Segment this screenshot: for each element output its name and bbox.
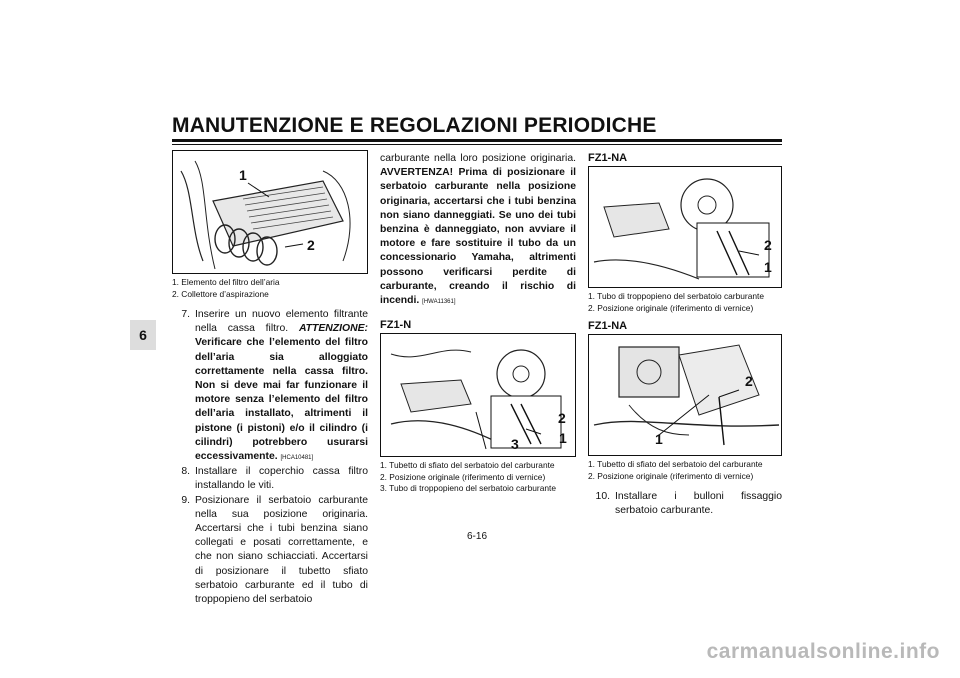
- caption-item: 2. Posizione originale (riferimento di vernice): [380, 471, 546, 482]
- callout-1: 1: [655, 431, 663, 447]
- chapter-tab: 6: [130, 320, 156, 350]
- figure-caption: [172, 277, 368, 300]
- header-rule-thin: [172, 144, 782, 145]
- step-9: [172, 494, 368, 608]
- step-body: [195, 308, 368, 465]
- steps-list: [172, 308, 368, 607]
- reference-code: [HCA10481]: [280, 455, 314, 462]
- air-filter-figure: [172, 150, 368, 274]
- attention-text: Verificare che l’elemento del filtro dell’aria sia alloggiato correttamente nella cassa filtro. Non si deve mai far funzionare il motore senza l’elemento del filtro dell’aria installato, altrimenti il pistone (i pistoni) e/o il cilindro (i cilindri) potrebbero usurarsi eccessivamente.: [195, 337, 368, 463]
- step-number: 7.: [181, 309, 190, 320]
- warning-label: AVVERTENZA!: [380, 167, 454, 179]
- caption-item: 2. Posizione originale (riferimento di vernice): [588, 470, 754, 481]
- breather-hose-illustration: [589, 335, 781, 455]
- column-2: [380, 150, 576, 495]
- column-1: [172, 150, 368, 607]
- column-3: [588, 150, 782, 518]
- callout-2: 2: [764, 237, 772, 253]
- caption-item: 3. Tubo di troppopieno del serbatoio carburante: [380, 483, 556, 494]
- fz1na-figure-1: [588, 166, 782, 288]
- model-heading: FZ1-N: [380, 319, 412, 332]
- header-rule: [172, 139, 782, 142]
- fz1n-figure: [380, 333, 576, 457]
- callout-1: 1: [239, 167, 247, 183]
- watermark-text: carmanualsonline.info: [706, 640, 940, 663]
- fuel-tank-hoses-illustration: [381, 334, 575, 456]
- overflow-hose-illustration: [589, 167, 781, 287]
- continuation-text: carburante nella loro posizione originaria.: [380, 153, 576, 164]
- callout-1: 1: [559, 430, 567, 447]
- step-number: 10.: [595, 491, 610, 502]
- callout-3: 3: [511, 436, 519, 453]
- step-text: Inserire un nuovo elemento filtrante nella cassa filtro.: [195, 309, 368, 335]
- callout-2: 2: [745, 373, 753, 389]
- caption-item: 1. Tubetto di sfiato del serbatoio del carburante: [588, 459, 763, 469]
- step-10: [588, 490, 782, 518]
- callout-2: 2: [307, 237, 315, 253]
- step-text: Installare i bulloni fissaggio serbatoio carburante.: [615, 491, 782, 517]
- step-text: Installare il coperchio cassa filtro installando le viti.: [195, 466, 368, 492]
- step-7: [172, 308, 368, 465]
- figure-caption: [380, 460, 576, 495]
- step-number: 9.: [181, 494, 190, 506]
- step-8: [172, 465, 368, 493]
- figure-caption: [588, 291, 782, 314]
- air-filter-illustration: [173, 151, 367, 273]
- step-text: Posizionare il serbatoio carburante nella sua posizione originaria. Accertarsi che i tubi benzina siano collegati e posati correttamente, e che non siano schiacciati. Accertarsi di posizionare il tubetto sfiato serbatoio carburante ed il tubo di troppopieno del serbatoio: [195, 494, 368, 606]
- page-title: MANUTENZIONE E REGOLAZIONI PERIODICHE: [172, 114, 657, 137]
- page-number: 6-16: [467, 531, 488, 542]
- reference-code: [HWA11361]: [422, 299, 456, 306]
- figure-caption: [588, 459, 782, 482]
- callout-1: 1: [764, 259, 772, 275]
- warning-text: Prima di posizionare il serbatoio carburante nella posizione originaria, accertarsi che i tubi benzina non siano danneggiati. Se uno dei tubi benzina è danneggiato, non avviare il motore e fare sostituire il tubo da un concessionario Yamaha, altrimenti possono verificarsi perdite di carburante, creando il rischio di incendi.: [380, 167, 576, 307]
- caption-item: 1. Elemento del filtro dell’aria: [172, 277, 280, 287]
- caption-item: 2. Posizione originale (riferimento di vernice): [588, 302, 754, 313]
- model-heading: FZ1-NA: [588, 320, 628, 332]
- fz1na-figure-2: [588, 334, 782, 456]
- caption-item: 1. Tubetto di sfiato del serbatoio del carburante: [380, 460, 555, 471]
- attention-label: ATTENZIONE:: [298, 323, 369, 335]
- continuation-paragraph: [380, 152, 576, 309]
- callout-2: 2: [558, 410, 566, 427]
- caption-item: 1. Tubo di troppopieno del serbatoio carburante: [588, 291, 764, 301]
- model-heading: FZ1-NA: [588, 152, 628, 164]
- step-number: 8.: [181, 466, 190, 478]
- caption-item: 2. Collettore d’aspirazione: [172, 288, 269, 299]
- steps-list: [588, 490, 782, 518]
